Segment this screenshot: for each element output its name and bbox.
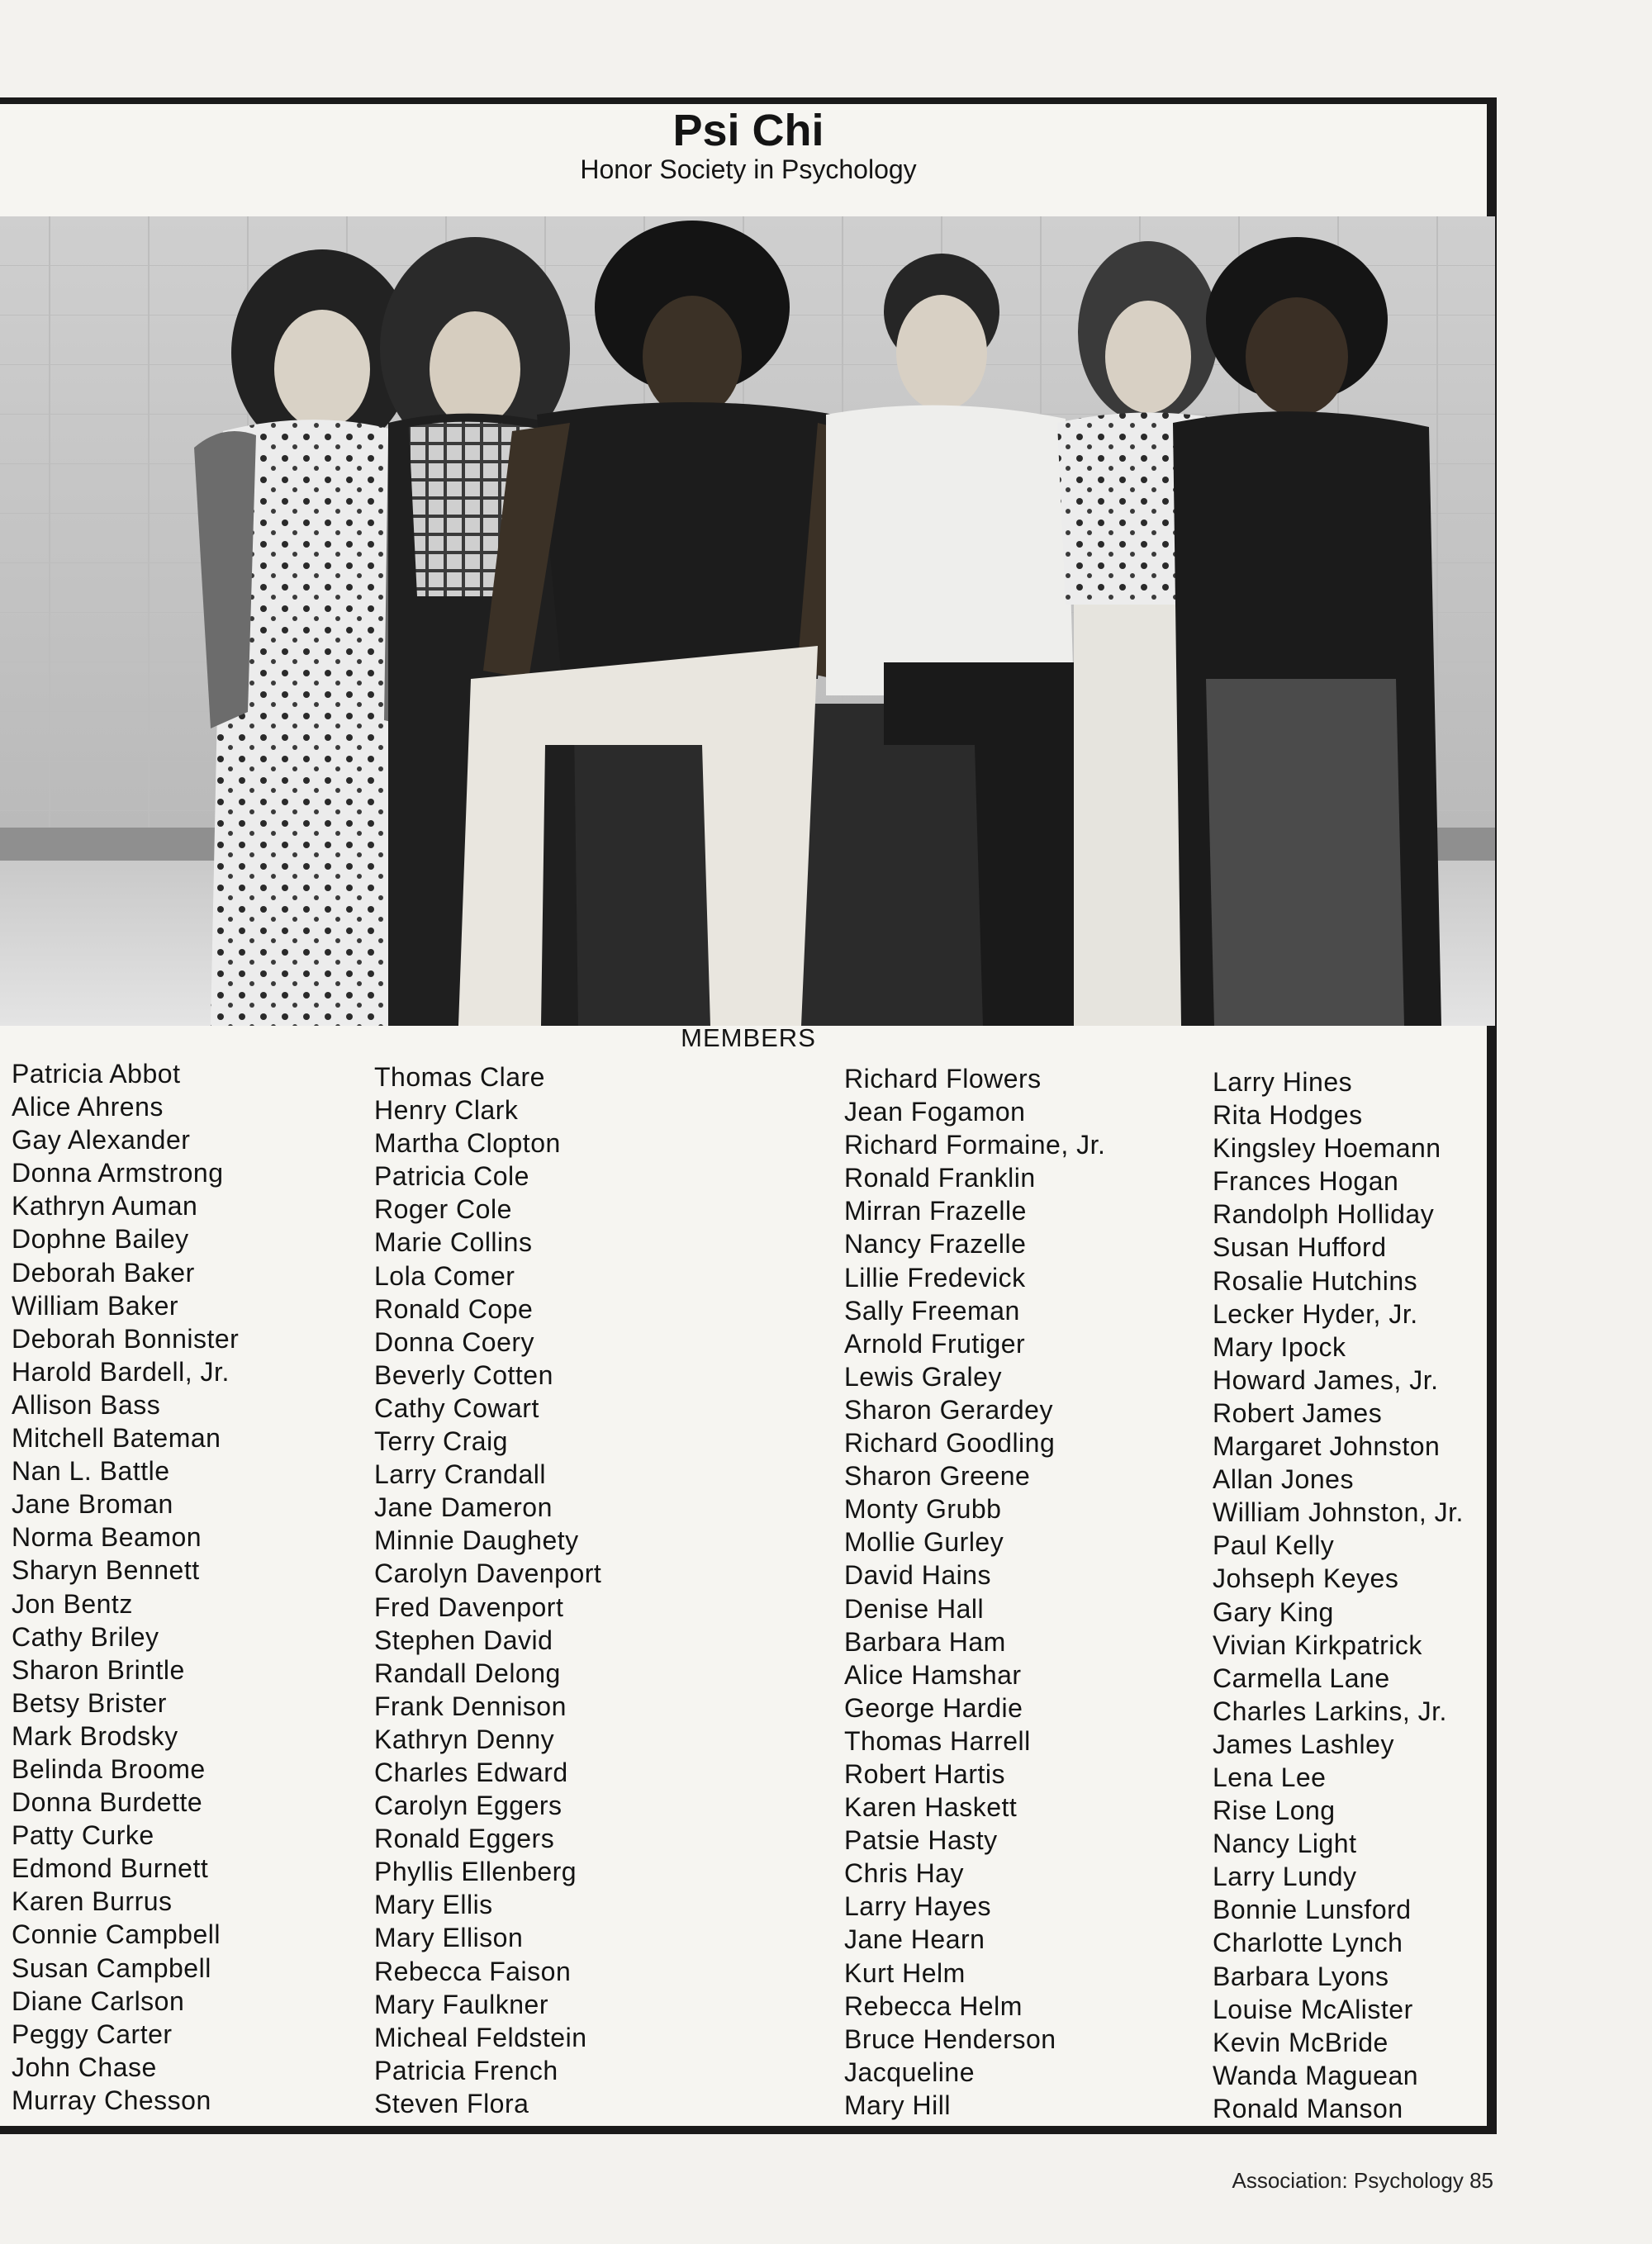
- member-name: Cathy Briley: [12, 1621, 159, 1652]
- member-name: Connie Campbell: [12, 1919, 221, 1950]
- member-name: Ronald Franklin: [844, 1163, 1036, 1193]
- member-name: Jon Bentz: [12, 1588, 133, 1619]
- member-name: Gary King: [1213, 1596, 1334, 1627]
- member-name: Rita Hodges: [1213, 1100, 1363, 1131]
- page-subtitle: Honor Society in Psychology: [580, 154, 917, 184]
- member-name: Lewis Graley: [844, 1361, 1002, 1392]
- member-name: Murray Chesson: [12, 2085, 211, 2115]
- page-title: Psi Chi: [672, 106, 824, 155]
- member-name: Carolyn Eggers: [374, 1791, 563, 1821]
- member-name: Harold Bardell, Jr.: [12, 1356, 230, 1387]
- member-name: Sharon Brintle: [12, 1654, 185, 1685]
- page-footer: Association: Psychology 85: [1232, 2168, 1493, 2193]
- member-name: Deborah Baker: [12, 1257, 195, 1288]
- member-name: Paul Kelly: [1213, 1530, 1335, 1561]
- member-name: Patricia Abbot: [12, 1059, 181, 1089]
- member-name: Micheal Feldstein: [374, 2022, 587, 2052]
- member-name: John Chase: [12, 2052, 157, 2082]
- member-name: Larry Crandall: [374, 1459, 546, 1490]
- member-name: Rebecca Helm: [844, 1990, 1023, 2021]
- member-name: William Johnston, Jr.: [1213, 1497, 1464, 1528]
- member-name: Patsie Hasty: [844, 1825, 998, 1856]
- member-name: Patricia Cole: [374, 1161, 529, 1192]
- member-name: Thomas Harrell: [844, 1725, 1031, 1756]
- member-name: Mollie Gurley: [844, 1527, 1004, 1558]
- member-name: Marie Collins: [374, 1227, 533, 1258]
- member-name: James Lashley: [1213, 1729, 1394, 1759]
- member-name: Jean Fogamon: [844, 1097, 1026, 1127]
- member-name: Mary Ipock: [1213, 1331, 1346, 1362]
- member-name: Karen Haskett: [844, 1792, 1018, 1823]
- member-name: Denise Hall: [844, 1593, 985, 1624]
- member-name: Richard Flowers: [844, 1064, 1042, 1094]
- member-name: Kurt Helm: [844, 1957, 966, 1988]
- member-name: Roger Cole: [374, 1194, 512, 1225]
- member-name: Randall Delong: [374, 1658, 561, 1688]
- member-name: Donna Burdette: [12, 1787, 203, 1818]
- member-name: Larry Hayes: [844, 1891, 991, 1922]
- member-name: Mary Ellis: [374, 1890, 493, 1920]
- member-name: Ronald Eggers: [374, 1824, 555, 1854]
- member-name: Betsy Brister: [12, 1687, 167, 1718]
- member-name: Louise McAlister: [1213, 1994, 1413, 2024]
- member-name: Donna Coery: [374, 1326, 535, 1357]
- member-name: Frances Hogan: [1213, 1166, 1399, 1197]
- member-name: Wanda Maguean: [1213, 2060, 1419, 2090]
- member-name: Howard James, Jr.: [1213, 1364, 1439, 1395]
- member-name: Allison Bass: [12, 1389, 161, 1420]
- member-name: Kevin McBride: [1213, 2027, 1389, 2057]
- member-name: Kingsley Hoemann: [1213, 1133, 1441, 1164]
- member-name: Thomas Clare: [374, 1062, 545, 1092]
- member-name: Frank Dennison: [374, 1691, 567, 1721]
- member-name: Carmella Lane: [1213, 1663, 1390, 1693]
- member-name: Deborah Bonnister: [12, 1323, 240, 1354]
- member-name: Chris Hay: [844, 1858, 964, 1889]
- member-name: Robert Hartis: [844, 1758, 1005, 1789]
- member-name: Ronald Cope: [374, 1293, 534, 1324]
- member-name: Mary Hill: [844, 2090, 951, 2120]
- member-name: Donna Armstrong: [12, 1158, 224, 1188]
- member-name: Susan Hufford: [1213, 1232, 1387, 1263]
- member-name: George Hardie: [844, 1692, 1023, 1723]
- member-name: Lena Lee: [1213, 1762, 1327, 1792]
- member-name: Sharyn Bennett: [12, 1555, 200, 1586]
- member-name: Gay Alexander: [12, 1125, 191, 1155]
- member-name: Martha Clopton: [374, 1128, 561, 1159]
- member-name: Lecker Hyder, Jr.: [1213, 1298, 1418, 1329]
- member-name: Allan Jones: [1213, 1464, 1354, 1495]
- member-name: Bruce Henderson: [844, 2023, 1056, 2054]
- member-column-2: [374, 1060, 601, 2120]
- member-name: Sharon Gerardey: [844, 1394, 1053, 1425]
- member-name: Stephen David: [374, 1625, 553, 1655]
- member-name: Larry Hines: [1213, 1067, 1353, 1097]
- member-name: Larry Lundy: [1213, 1862, 1357, 1892]
- member-name: Henry Clark: [374, 1095, 519, 1126]
- member-name: Arnold Frutiger: [844, 1328, 1026, 1359]
- member-name: Nancy Light: [1213, 1829, 1357, 1859]
- member-name: Steven Flora: [374, 2088, 529, 2118]
- member-name: Lillie Fredevick: [844, 1262, 1026, 1293]
- member-name: Fred Davenport: [374, 1592, 564, 1622]
- member-column-1: [12, 1057, 239, 2117]
- member-name: Alice Hamshar: [844, 1659, 1022, 1690]
- member-column-3: [844, 1062, 1105, 2122]
- member-name: Norma Beamon: [12, 1522, 202, 1553]
- member-name: Jane Dameron: [374, 1492, 553, 1523]
- member-name: Jane Broman: [12, 1489, 173, 1520]
- member-name: Randolph Holliday: [1213, 1199, 1435, 1230]
- member-name: Rise Long: [1213, 1796, 1336, 1826]
- member-name: Robert James: [1213, 1397, 1383, 1428]
- member-name: Belinda Broome: [12, 1753, 206, 1784]
- member-name: Monty Grubb: [844, 1494, 1002, 1525]
- member-name: Richard Goodling: [844, 1428, 1056, 1459]
- member-name: Sharon Greene: [844, 1461, 1031, 1492]
- member-name: Cathy Cowart: [374, 1392, 539, 1423]
- member-name: Nancy Frazelle: [844, 1229, 1027, 1260]
- group-photo: [0, 216, 1495, 1026]
- member-name: Kathryn Denny: [374, 1724, 555, 1754]
- member-name: Dophne Bailey: [12, 1224, 189, 1255]
- member-name: Ronald Manson: [1213, 2093, 1403, 2123]
- member-name: Mitchell Bateman: [12, 1423, 221, 1454]
- member-name: Jane Hearn: [844, 1924, 985, 1955]
- member-name: Richard Formaine, Jr.: [844, 1130, 1106, 1160]
- member-name: Barbara Ham: [844, 1626, 1006, 1657]
- member-name: Peggy Carter: [12, 2019, 173, 2049]
- member-name: Diane Carlson: [12, 1985, 185, 2016]
- member-name: Vivian Kirkpatrick: [1213, 1630, 1422, 1660]
- member-name: William Baker: [12, 1290, 179, 1321]
- member-name: Bonnie Lunsford: [1213, 1895, 1412, 1925]
- member-name: Sally Freeman: [844, 1295, 1020, 1326]
- member-name: Barbara Lyons: [1213, 1961, 1389, 1991]
- member-name: Carolyn Davenport: [374, 1558, 602, 1589]
- member-name: Minnie Daughety: [374, 1525, 579, 1556]
- member-name: Susan Campbell: [12, 1952, 211, 1983]
- members-heading: MEMBERS: [681, 1023, 816, 1052]
- member-name: Jacqueline: [844, 2057, 975, 2087]
- member-name: Kathryn Auman: [12, 1191, 198, 1222]
- member-name: Mary Ellison: [374, 1923, 524, 1953]
- member-name: Nan L. Battle: [12, 1456, 170, 1487]
- member-name: Mary Faulkner: [374, 1989, 548, 2019]
- member-name: Mirran Frazelle: [844, 1196, 1027, 1226]
- member-name: Patricia French: [374, 2055, 558, 2085]
- member-name: Patty Curke: [12, 1820, 154, 1851]
- member-name: Alice Ahrens: [12, 1092, 164, 1122]
- member-name: Johseph Keyes: [1213, 1563, 1399, 1594]
- member-name: Terry Craig: [374, 1426, 508, 1457]
- member-name: Charles Edward: [374, 1757, 568, 1787]
- member-name: Edmond Burnett: [12, 1853, 209, 1884]
- member-name: Mark Brodsky: [12, 1720, 178, 1751]
- member-column-4: [1213, 1065, 1464, 2125]
- member-name: Rebecca Faison: [374, 1956, 572, 1986]
- member-name: Rosalie Hutchins: [1213, 1265, 1418, 1296]
- member-name: Lola Comer: [374, 1260, 515, 1291]
- member-name: David Hains: [844, 1560, 992, 1591]
- member-name: Charles Larkins, Jr.: [1213, 1696, 1447, 1726]
- member-name: Charlotte Lynch: [1213, 1928, 1403, 1958]
- member-name: Karen Burrus: [12, 1886, 173, 1917]
- member-name: Margaret Johnston: [1213, 1431, 1441, 1462]
- member-name: Beverly Cotten: [374, 1359, 553, 1390]
- member-name: Phyllis Ellenberg: [374, 1857, 577, 1887]
